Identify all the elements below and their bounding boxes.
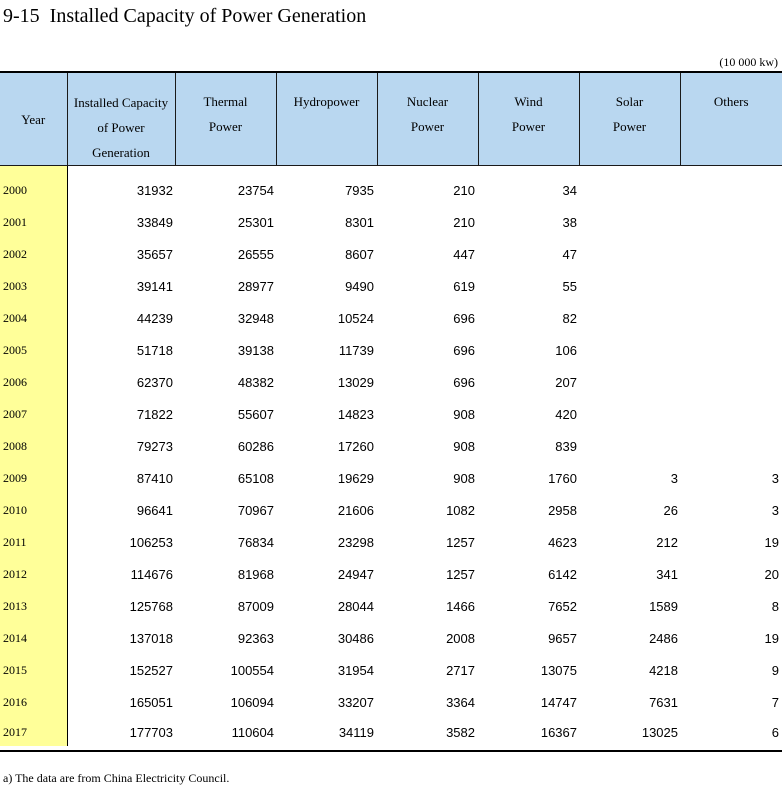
cell-thermal-power: 26555 xyxy=(237,246,274,262)
cell-nuclear-power: 1257 xyxy=(446,534,475,550)
cell-solar-power: 1589 xyxy=(649,598,678,614)
cell-nuclear-power: 908 xyxy=(453,406,475,422)
cell-others: 20 xyxy=(764,566,779,582)
cell-year: 2010 xyxy=(0,494,67,526)
table-row xyxy=(0,430,782,462)
cell-installed-capacity: 137018 xyxy=(129,630,173,646)
cell-year: 2008 xyxy=(0,430,67,462)
cell-thermal-power: 65108 xyxy=(237,470,274,486)
cell-installed-capacity: 152527 xyxy=(129,662,173,678)
cell-hydropower: 10524 xyxy=(337,310,374,326)
cell-year: 2015 xyxy=(0,654,67,686)
cell-nuclear-power: 2008 xyxy=(446,630,475,646)
cell-others: 3 xyxy=(771,470,779,486)
cell-wind-power: 420 xyxy=(555,406,577,422)
cell-solar-power xyxy=(579,238,680,270)
table-row xyxy=(0,494,782,526)
cell-hydropower: 17260 xyxy=(337,438,374,454)
cell-hydropower: 9490 xyxy=(345,278,374,294)
header-hydropower xyxy=(276,73,377,166)
cell-year: 2001 xyxy=(0,206,67,238)
cell-solar-power: 26 xyxy=(663,502,678,518)
cell-year: 2009 xyxy=(0,462,67,494)
cell-wind-power: 2958 xyxy=(548,502,577,518)
header-thermal-power xyxy=(175,73,276,166)
table-row xyxy=(0,558,782,590)
table-row xyxy=(0,334,782,366)
cell-year: 2014 xyxy=(0,622,67,654)
cell-installed-capacity: 87410 xyxy=(136,470,173,486)
cell-installed-capacity: 31932 xyxy=(136,182,173,198)
cell-year: 2011 xyxy=(0,526,67,558)
cell-nuclear-power: 447 xyxy=(453,246,475,262)
header-wind-power-label: Wind Power xyxy=(511,94,546,134)
header-solar-power-label: Solar Power xyxy=(612,94,647,134)
cell-wind-power: 55 xyxy=(562,278,577,294)
cell-others xyxy=(680,366,782,398)
cell-hydropower: 14823 xyxy=(337,406,374,422)
cell-year: 2003 xyxy=(0,270,67,302)
cell-year: 2000 xyxy=(0,166,67,207)
table-row xyxy=(0,686,782,718)
cell-others xyxy=(680,430,782,462)
cell-solar-power xyxy=(579,430,680,462)
cell-others: 19 xyxy=(764,534,779,550)
cell-solar-power xyxy=(579,334,680,366)
cell-hydropower: 21606 xyxy=(337,502,374,518)
cell-wind-power: 106 xyxy=(555,342,577,358)
cell-nuclear-power: 696 xyxy=(453,374,475,390)
cell-wind-power: 16367 xyxy=(540,724,577,740)
cell-wind-power: 7652 xyxy=(548,598,577,614)
source-note: a) The data are from China Electricity Council. xyxy=(3,771,230,785)
cell-solar-power: 4218 xyxy=(649,662,678,678)
header-nuclear-power xyxy=(377,73,478,166)
cell-others xyxy=(680,270,782,302)
cell-wind-power: 13075 xyxy=(540,662,577,678)
cell-nuclear-power: 908 xyxy=(453,438,475,454)
cell-installed-capacity: 33849 xyxy=(136,214,173,230)
cell-solar-power: 13025 xyxy=(641,724,678,740)
table-row xyxy=(0,654,782,686)
cell-year: 2005 xyxy=(0,334,67,366)
cell-year: 2012 xyxy=(0,558,67,590)
cell-wind-power: 38 xyxy=(562,214,577,230)
cell-thermal-power: 76834 xyxy=(237,534,274,550)
cell-others xyxy=(680,206,782,238)
cell-thermal-power: 81968 xyxy=(237,566,274,582)
header-year xyxy=(0,73,67,166)
table-row xyxy=(0,366,782,398)
header-wind-power xyxy=(478,73,579,166)
cell-thermal-power: 48382 xyxy=(237,374,274,390)
cell-installed-capacity: 62370 xyxy=(136,374,173,390)
cell-year: 2007 xyxy=(0,398,67,430)
cell-solar-power: 341 xyxy=(656,566,678,582)
table-row xyxy=(0,590,782,622)
cell-others xyxy=(680,302,782,334)
cell-year: 2013 xyxy=(0,590,67,622)
cell-thermal-power: 60286 xyxy=(237,438,274,454)
cell-nuclear-power: 2717 xyxy=(446,662,475,678)
cell-others: 9 xyxy=(771,662,779,678)
cell-solar-power: 3 xyxy=(670,470,678,486)
cell-others xyxy=(680,166,782,207)
cell-solar-power xyxy=(579,366,680,398)
cell-hydropower: 24947 xyxy=(337,566,374,582)
cell-others xyxy=(680,238,782,270)
cell-thermal-power: 55607 xyxy=(237,406,274,422)
cell-solar-power: 2486 xyxy=(649,630,678,646)
cell-installed-capacity: 177703 xyxy=(129,724,173,740)
header-solar-power xyxy=(579,73,680,166)
cell-thermal-power: 23754 xyxy=(237,182,274,198)
cell-hydropower: 13029 xyxy=(337,374,374,390)
table-row xyxy=(0,302,782,334)
table-row xyxy=(0,206,782,238)
header-others-label: Others xyxy=(713,94,749,109)
cell-others: 8 xyxy=(771,598,779,614)
cell-hydropower: 7935 xyxy=(345,182,374,198)
cell-others xyxy=(680,334,782,366)
cell-nuclear-power: 1466 xyxy=(446,598,475,614)
header-others xyxy=(680,73,782,166)
cell-hydropower: 34119 xyxy=(338,724,374,740)
cell-hydropower: 33207 xyxy=(337,694,374,710)
cell-nuclear-power: 696 xyxy=(453,342,475,358)
header-thermal-power-label: Thermal Power xyxy=(203,94,248,134)
cell-wind-power: 47 xyxy=(562,246,577,262)
page-title: 9-15 Installed Capacity of Power Generation xyxy=(3,5,367,27)
cell-solar-power xyxy=(579,166,680,207)
header-nuclear-power-label: Nuclear Power xyxy=(406,94,449,134)
cell-nuclear-power: 210 xyxy=(453,214,475,230)
cell-thermal-power: 106094 xyxy=(230,694,274,710)
cell-wind-power: 9657 xyxy=(548,630,577,646)
cell-wind-power: 34 xyxy=(562,182,577,198)
capacity-table xyxy=(0,73,782,746)
cell-others: 7 xyxy=(771,694,779,710)
cell-hydropower: 31954 xyxy=(337,662,374,678)
cell-hydropower: 23298 xyxy=(337,534,374,550)
cell-wind-power: 4623 xyxy=(548,534,577,550)
cell-wind-power: 839 xyxy=(555,438,577,454)
cell-others: 6 xyxy=(771,724,779,740)
table-row xyxy=(0,398,782,430)
cell-wind-power: 82 xyxy=(562,310,577,326)
cell-nuclear-power: 3582 xyxy=(446,724,475,740)
cell-solar-power xyxy=(579,398,680,430)
cell-installed-capacity: 35657 xyxy=(136,246,173,262)
cell-thermal-power: 70967 xyxy=(237,502,274,518)
cell-nuclear-power: 1082 xyxy=(446,502,475,518)
cell-nuclear-power: 210 xyxy=(453,182,475,198)
cell-installed-capacity: 39141 xyxy=(136,278,173,294)
cell-thermal-power: 110604 xyxy=(231,724,274,740)
unit-label: (10 000 kw) xyxy=(719,55,778,69)
cell-thermal-power: 32948 xyxy=(237,310,274,326)
table-row xyxy=(0,462,782,494)
cell-year: 2016 xyxy=(0,686,67,718)
table-bottom-rule xyxy=(0,750,782,752)
cell-year: 2017 xyxy=(0,718,67,746)
header-hydropower-label: Hydropower xyxy=(293,94,360,109)
cell-hydropower: 19629 xyxy=(337,470,374,486)
cell-wind-power: 6142 xyxy=(548,566,577,582)
cell-others: 3 xyxy=(771,502,779,518)
cell-solar-power xyxy=(579,270,680,302)
cell-thermal-power: 92363 xyxy=(237,630,274,646)
cell-wind-power: 207 xyxy=(555,374,577,390)
cell-hydropower: 8607 xyxy=(345,246,374,262)
cell-installed-capacity: 96641 xyxy=(136,502,173,518)
cell-solar-power xyxy=(579,302,680,334)
cell-thermal-power: 100554 xyxy=(230,662,274,678)
cell-year: 2002 xyxy=(0,238,67,270)
header-installed-capacity xyxy=(67,73,175,166)
table-row xyxy=(0,238,782,270)
cell-solar-power: 212 xyxy=(656,534,678,550)
cell-installed-capacity: 44239 xyxy=(136,310,173,326)
cell-installed-capacity: 125768 xyxy=(129,598,173,614)
cell-nuclear-power: 1257 xyxy=(446,566,475,582)
table-row xyxy=(0,166,782,207)
cell-installed-capacity: 71822 xyxy=(136,406,173,422)
cell-nuclear-power: 696 xyxy=(453,310,475,326)
table-row xyxy=(0,526,782,558)
table-row xyxy=(0,270,782,302)
cell-solar-power: 7631 xyxy=(649,694,678,710)
cell-nuclear-power: 3364 xyxy=(446,694,475,710)
cell-hydropower: 11739 xyxy=(338,342,374,358)
table-row xyxy=(0,718,782,746)
cell-installed-capacity: 79273 xyxy=(136,438,173,454)
cell-nuclear-power: 619 xyxy=(453,278,475,294)
cell-hydropower: 28044 xyxy=(337,598,374,614)
cell-hydropower: 8301 xyxy=(345,214,374,230)
cell-installed-capacity: 106253 xyxy=(129,534,173,550)
cell-thermal-power: 28977 xyxy=(237,278,274,294)
cell-thermal-power: 39138 xyxy=(237,342,274,358)
cell-installed-capacity: 165051 xyxy=(129,694,173,710)
cell-installed-capacity: 114676 xyxy=(130,566,173,582)
cell-wind-power: 1760 xyxy=(548,470,577,486)
header-installed-capacity-label: Installed Capacity of Power Generation xyxy=(73,95,169,160)
cell-wind-power: 14747 xyxy=(540,694,577,710)
cell-thermal-power: 25301 xyxy=(237,214,274,230)
cell-year: 2006 xyxy=(0,366,67,398)
header-row xyxy=(0,73,782,166)
header-year-label: Year xyxy=(21,111,46,127)
cell-others xyxy=(680,398,782,430)
cell-solar-power xyxy=(579,206,680,238)
cell-others: 19 xyxy=(764,630,779,646)
table-body xyxy=(0,166,782,747)
table-row xyxy=(0,622,782,654)
cell-hydropower: 30486 xyxy=(337,630,374,646)
cell-installed-capacity: 51718 xyxy=(136,342,173,358)
cell-thermal-power: 87009 xyxy=(237,598,274,614)
cell-year: 2004 xyxy=(0,302,67,334)
cell-nuclear-power: 908 xyxy=(453,470,475,486)
